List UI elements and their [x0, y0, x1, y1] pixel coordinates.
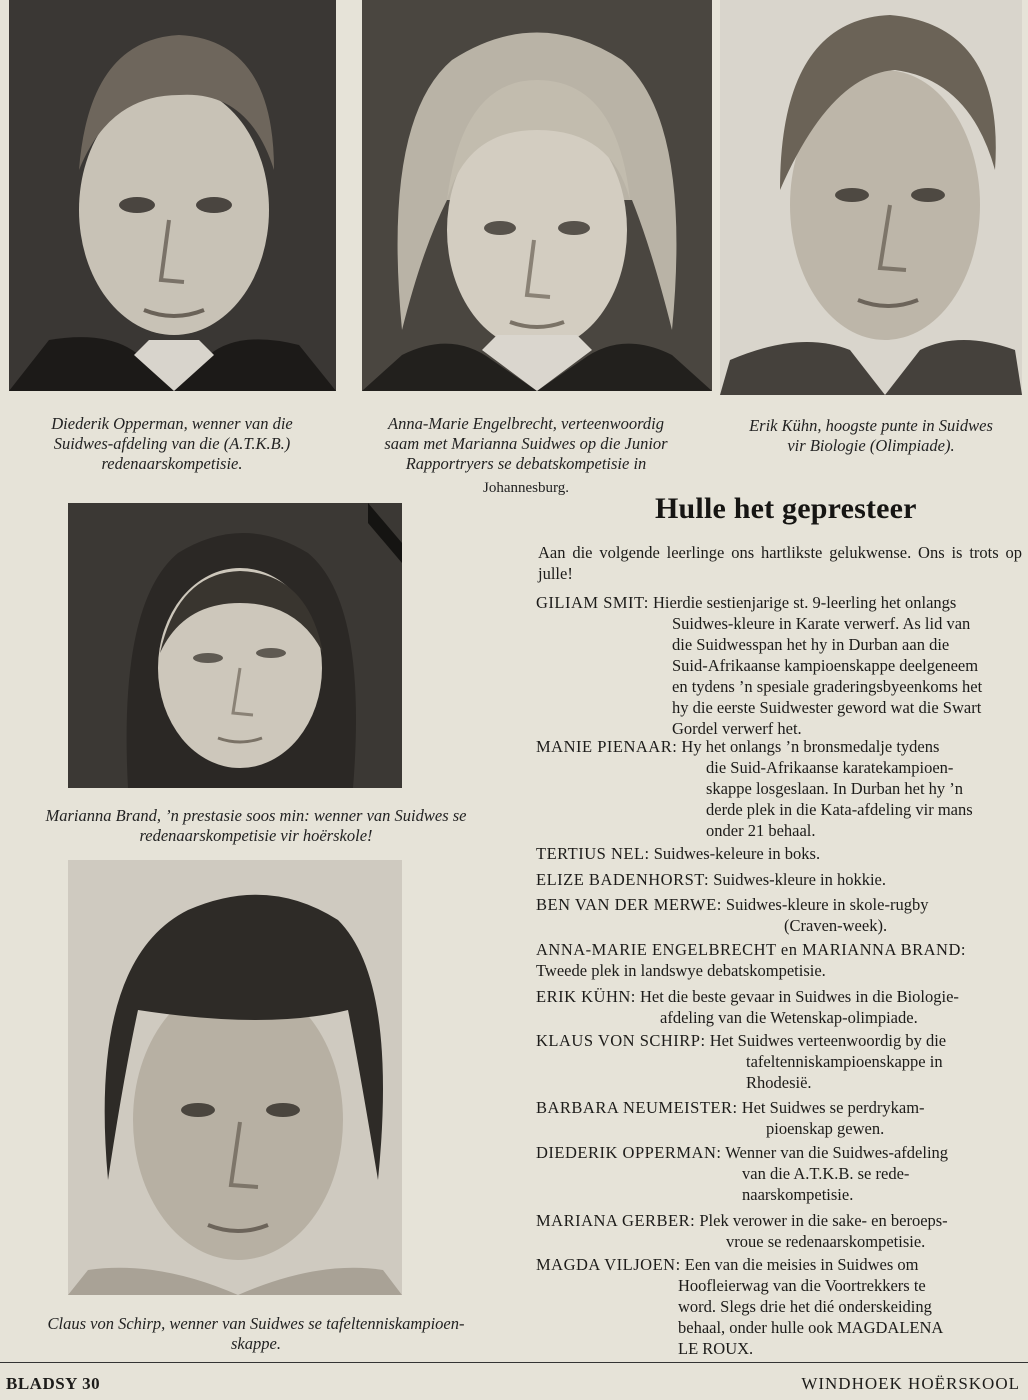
caption-marianna-brand: Marianna Brand, ’n prestasie soos min: wenner van Suidwes se redenaarskompetisie vir hoërskole! — [45, 806, 467, 845]
photo-erik-kuhn — [720, 0, 1022, 395]
caption-anna-marie-engelbrecht: Anna-Marie Engelbrecht, verteenwoordig saam met Marianna Suidwes op die Junior Rapportryers se debatskompetisie in Johannesburg. — [384, 414, 668, 496]
entry-magda-viljoen: MAGDA VILJOEN: Een van die meisies in Suidwes om Hoofleierwag van die Voortrekkers te word. Slegs drie het dié onderskeiding behaal, onder hulle ook MAGDALENA LE ROUX. — [536, 1255, 944, 1358]
entry-name: BARBARA NEUMEISTER: — [536, 1098, 738, 1117]
entry-erik-kuhn: ERIK KÜHN: Het die beste gevaar in Suidwes in die Biologie- afdeling van die Wetenskap-olimpiade. — [536, 987, 959, 1027]
photo-claus-von-schirp — [68, 860, 402, 1295]
entry-name: MARIANA GERBER: — [536, 1211, 696, 1230]
article-title: Hulle het gepresteer — [655, 492, 917, 525]
photo-anna-marie-engelbrecht — [362, 0, 712, 391]
entry-name: MAGDA VILJOEN: — [536, 1255, 681, 1274]
entry-name: ELIZE BADENHORST: — [536, 870, 710, 889]
entry-engelbrecht-brand: ANNA-MARIE ENGELBRECHT en MARIANNA BRAND: Tweede plek in landswye debatskompetisie. — [536, 939, 1022, 981]
entry-ben-van-der-merwe: BEN VAN DER MERWE: Suidwes-kleure in skole-rugby (Craven-week). — [536, 895, 929, 935]
entry-name: ERIK KÜHN: — [536, 987, 636, 1006]
entry-name: BEN VAN DER MERWE: — [536, 895, 722, 914]
entry-manie-pienaar: MANIE PIENAAR: Hy het onlangs ’n bronsmedalje tydens die Suid-Afrikaanse karatekampioen- skappe losgeslaan. In Durban het hy ’n derde plek in die Kata-afdeling vir mans onder 21 behaal. — [536, 737, 973, 840]
entry-name: GILIAM SMIT: — [536, 593, 649, 612]
school-name: WINDHOEK HOËRSKOOL — [801, 1374, 1020, 1393]
entry-giliam-smit: GILIAM SMIT: Hierdie sestienjarige st. 9-leerling het onlangs Suidwes-kleure in Karate verwerf. As lid van die Suidwesspan het hy in Durban aan die Suid-Afrikaanse kampioenskappe deelgeneem en tydens ’n spesiale graderingsbyeenkoms het hy die eerste Suidwester geword wat die Swart Gordel verwerf het. — [536, 593, 983, 738]
entry-name: KLAUS VON SCHIRP: — [536, 1031, 706, 1050]
photo-diederik-opperman — [9, 0, 336, 391]
entry-mariana-gerber: MARIANA GERBER: Plek verower in die sake- en beroeps- vroue se redenaarskompetisie. — [536, 1211, 948, 1251]
caption-diederik-opperman: Diederik Opperman, wenner van die Suidwes-afdeling van die (A.T.K.B.) redenaarskompetisie. — [51, 414, 293, 473]
photo-marianna-brand — [68, 503, 402, 788]
entry-name: ANNA-MARIE ENGELBRECHT en MARIANNA BRAND: — [536, 940, 966, 959]
entry-elize-badenhorst: ELIZE BADENHORST: Suidwes-kleure in hokkie. — [536, 870, 887, 889]
entry-tertius-nel: TERTIUS NEL: Suidwes-keleure in boks. — [536, 844, 821, 863]
entry-diederik-opperman: DIEDERIK OPPERMAN: Wenner van die Suidwes-afdeling van die A.T.K.B. se rede- naarskompetisie. — [536, 1143, 949, 1204]
entry-name: MANIE PIENAAR: — [536, 737, 678, 756]
entry-name: DIEDERIK OPPERMAN: — [536, 1143, 722, 1162]
entry-klaus-von-schirp: KLAUS VON SCHIRP: Het Suidwes verteenwoordig by die tafeltenniskampioenskappe in Rhodesië. — [536, 1031, 947, 1092]
article-intro: Aan die volgende leerlinge ons hartlikste gelukwense. Ons is trots op julle! — [538, 543, 1022, 583]
entry-name: TERTIUS NEL: — [536, 844, 650, 863]
caption-erik-kuhn: Erik Kühn, hoogste punte in Suidwes vir Biologie (Olimpiade). — [749, 416, 993, 455]
footer-divider — [0, 1362, 1028, 1363]
page-number: BLADSY 30 — [6, 1374, 101, 1393]
entry-barbara-neumeister: BARBARA NEUMEISTER: Het Suidwes se perdrykam- pioenskap gewen. — [536, 1098, 925, 1138]
caption-claus-von-schirp: Claus von Schirp, wenner van Suidwes se tafeltenniskampioen- skappe. — [47, 1314, 465, 1353]
